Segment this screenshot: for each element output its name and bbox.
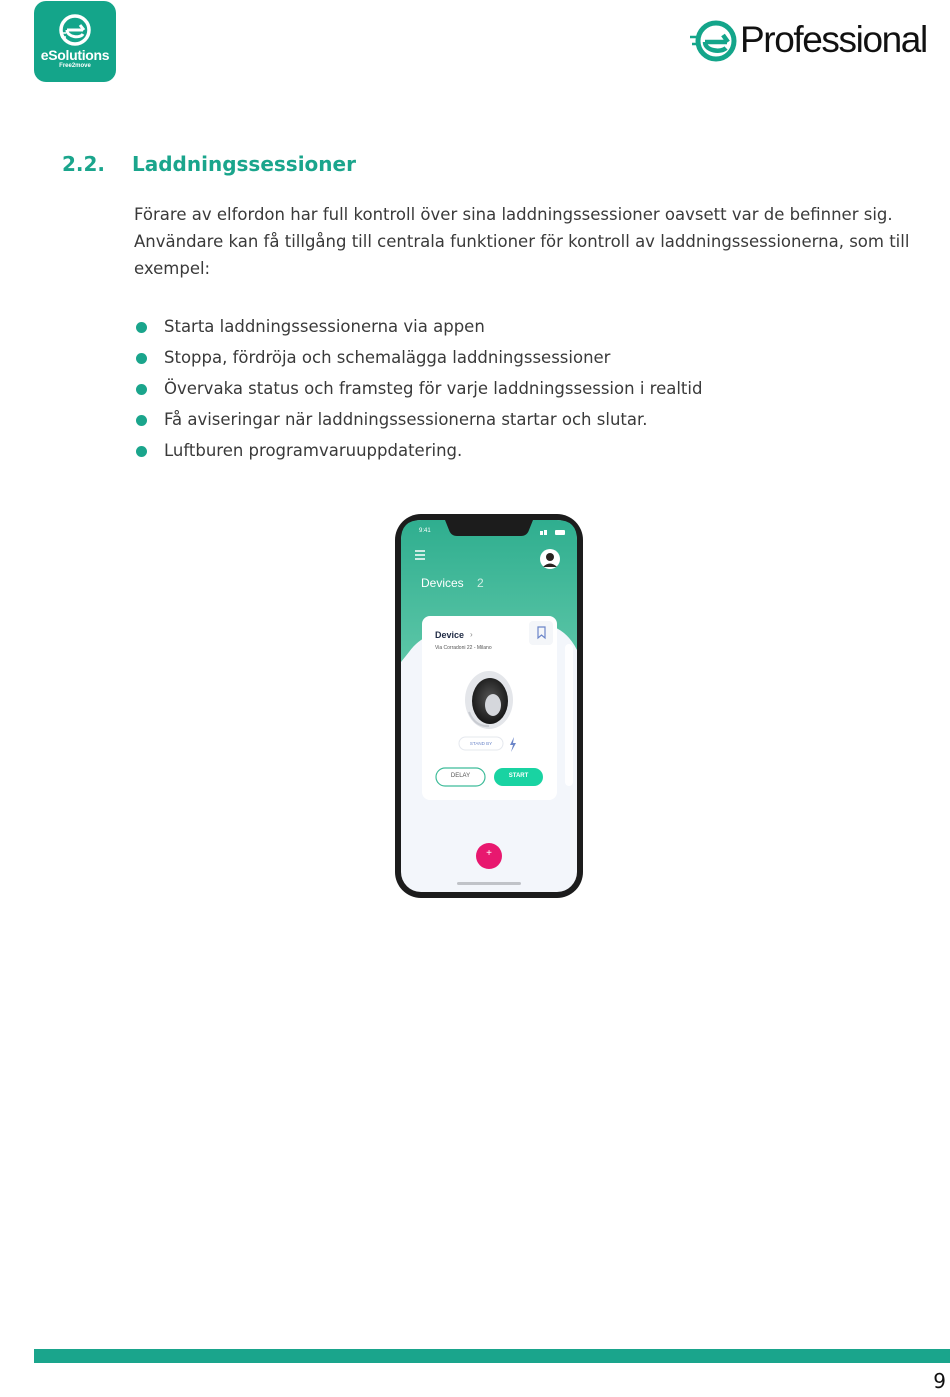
list-item: Stoppa, fördröja och schemalägga laddningssessioner — [136, 344, 702, 375]
bullet-icon — [136, 384, 147, 395]
bullet-icon — [136, 415, 147, 426]
bullet-icon — [136, 446, 147, 457]
eprofessional-logo — [688, 16, 950, 66]
chevron-right-icon: › — [470, 630, 473, 639]
list-item: Få aviseringar när laddningssessionerna startar och slutar. — [136, 406, 702, 437]
section-number: 2.2. — [62, 152, 106, 176]
logo-brand: eSolutions — [40, 47, 110, 63]
plug-logo-icon — [688, 16, 744, 66]
status-badge: STAND BY — [469, 741, 493, 746]
logo-word: Professional — [740, 19, 927, 60]
logo-sub: Free2move — [59, 63, 91, 69]
status-time: 9:41 — [419, 528, 431, 534]
list-item: Starta laddningssessionerna via appen — [136, 313, 702, 344]
phone-mockup — [393, 512, 585, 900]
card-address: Via Corradoni 22 - Milano — [435, 645, 492, 651]
phone-frame — [393, 512, 585, 900]
esolutions-logo — [34, 1, 116, 82]
bullet-icon — [136, 322, 147, 333]
list-item: Övervaka status och framsteg för varje laddningssession i realtid — [136, 375, 702, 406]
add-device-button[interactable]: + — [486, 848, 492, 859]
bullet-icon — [136, 353, 147, 364]
intro-paragraph: Förare av elfordon har full kontroll över sina laddningssessioner oavsett var de befinner sig. Användare kan få tillgång till centrala funktioner för kontroll av laddningssessionerna, som till exempel: — [134, 205, 910, 278]
devices-count: 2 — [477, 576, 484, 590]
delay-button[interactable]: DELAY — [450, 773, 471, 779]
card-title[interactable]: Device — [435, 630, 465, 640]
devices-label: Devices — [421, 576, 464, 590]
list-item: Luftburen programvaruuppdatering. — [136, 437, 702, 468]
section-title: Laddningssessioner — [132, 152, 356, 176]
page-number: 9 — [933, 1369, 946, 1393]
feature-list — [136, 313, 702, 468]
plug-logo-icon — [58, 13, 92, 47]
start-button[interactable]: START — [508, 773, 529, 779]
footer-bar — [34, 1349, 950, 1363]
